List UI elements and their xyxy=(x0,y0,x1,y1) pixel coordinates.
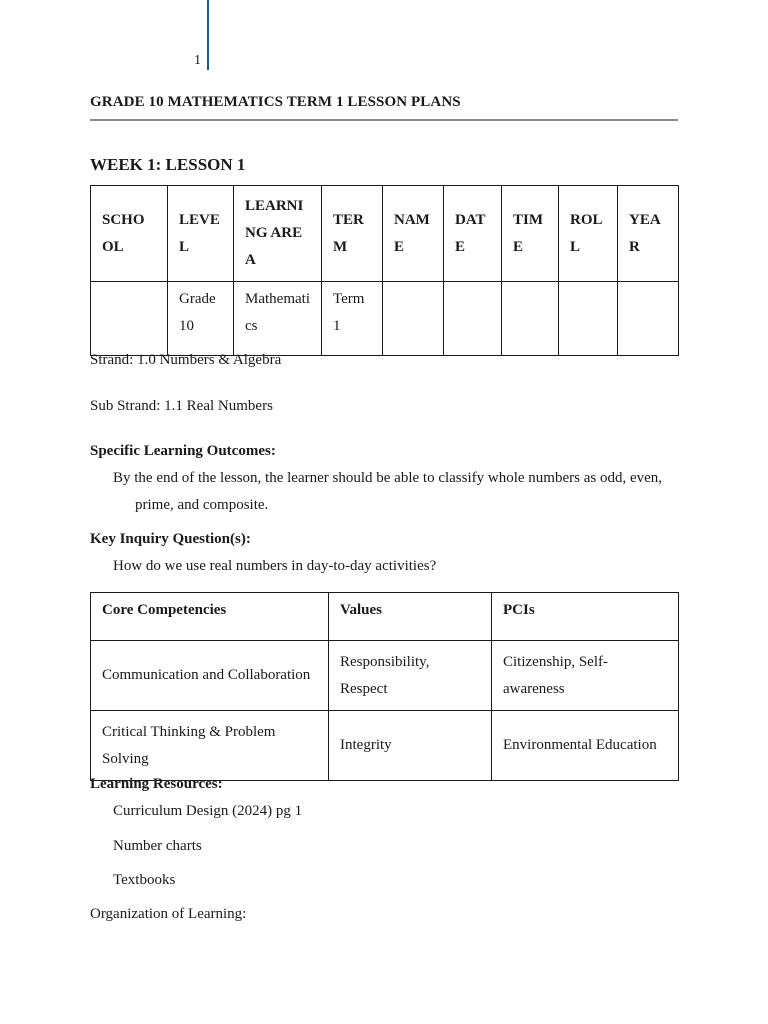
competency-table xyxy=(90,592,679,781)
info-cell xyxy=(618,282,679,356)
title-divider xyxy=(90,119,678,121)
organization-heading: Organization of Learning: xyxy=(90,906,247,922)
info-cell xyxy=(502,282,559,356)
info-cell xyxy=(91,282,168,356)
resource-item: Textbooks xyxy=(113,872,176,888)
info-header-cell: YEA R xyxy=(618,186,679,282)
info-cell: Grade 10 xyxy=(168,282,234,356)
resource-item: Curriculum Design (2024) pg 1 xyxy=(113,803,303,819)
competency-header-cell: PCIs xyxy=(492,593,679,641)
competency-cell: Critical Thinking & Problem Solving xyxy=(91,711,329,781)
info-header-cell: DAT E xyxy=(444,186,502,282)
competency-header-row xyxy=(91,593,679,641)
header-rule-vertical xyxy=(207,0,209,70)
info-header-cell: LEARNI NG AREA xyxy=(234,186,322,282)
info-header-cell: NAM E xyxy=(383,186,444,282)
info-cell: Mathemati cs xyxy=(234,282,322,356)
info-cell xyxy=(559,282,618,356)
resources-heading: Learning Resources: xyxy=(90,776,223,792)
document-title: GRADE 10 MATHEMATICS TERM 1 LESSON PLANS xyxy=(90,94,461,110)
info-cell xyxy=(444,282,502,356)
competency-header-cell: Core Competencies xyxy=(91,593,329,641)
info-data-row xyxy=(91,282,679,356)
strand: Strand: 1.0 Numbers & Algebra xyxy=(90,352,282,368)
info-header-cell: SCHO OL xyxy=(91,186,168,282)
page-number: 1 xyxy=(194,53,201,68)
sub-strand: Sub Strand: 1.1 Real Numbers xyxy=(90,398,273,414)
competency-header-cell: Values xyxy=(329,593,492,641)
info-header-cell: TER M xyxy=(322,186,383,282)
resource-item: Number charts xyxy=(113,838,202,854)
info-cell xyxy=(383,282,444,356)
info-header-cell: ROL L xyxy=(559,186,618,282)
competency-row xyxy=(91,641,679,711)
outcomes-heading: Specific Learning Outcomes: xyxy=(90,443,276,459)
lesson-info-table xyxy=(90,185,679,356)
competency-row xyxy=(91,711,679,781)
info-header-cell: LEVE L xyxy=(168,186,234,282)
inquiry-heading: Key Inquiry Question(s): xyxy=(90,531,251,547)
pci-cell: Environmental Education xyxy=(492,711,679,781)
value-cell: Responsibility, Respect xyxy=(329,641,492,711)
competency-cell: Communication and Collaboration xyxy=(91,641,329,711)
outcomes-text-continued: prime, and composite. xyxy=(135,497,269,513)
week-heading: WEEK 1: LESSON 1 xyxy=(90,155,246,174)
info-cell: Term 1 xyxy=(322,282,383,356)
info-header-row xyxy=(91,186,679,282)
info-header-cell: TIM E xyxy=(502,186,559,282)
pci-cell: Citizenship, Self-awareness xyxy=(492,641,679,711)
value-cell: Integrity xyxy=(329,711,492,781)
inquiry-text: How do we use real numbers in day-to-day activities? xyxy=(113,558,437,574)
outcomes-text: By the end of the lesson, the learner should be able to classify whole numbers as odd, even, xyxy=(113,470,663,486)
